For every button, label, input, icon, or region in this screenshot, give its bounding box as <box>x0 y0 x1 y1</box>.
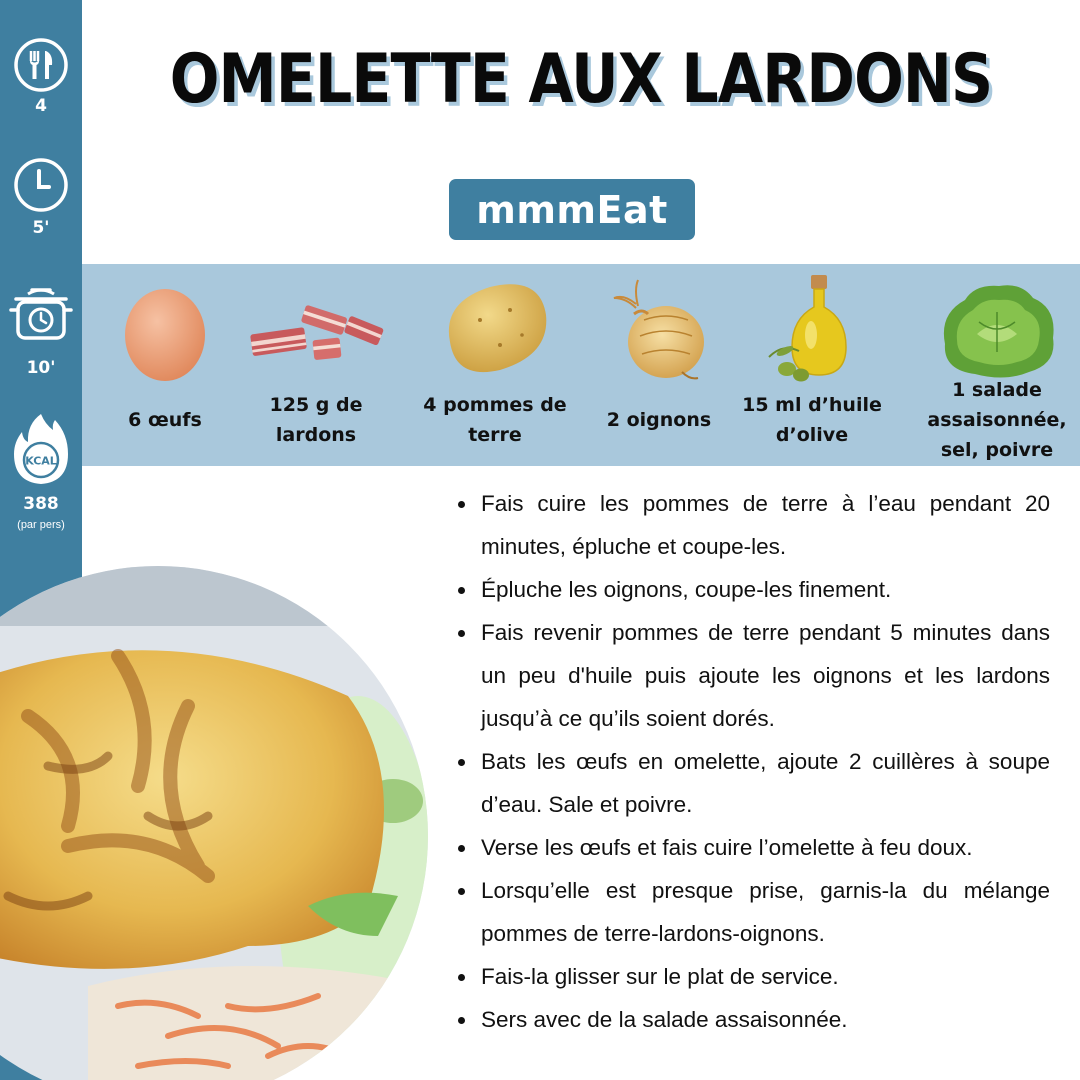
servings-value: 4 <box>35 96 47 116</box>
calories-note: (par pers) <box>17 519 65 531</box>
cooking-pot-icon <box>0 282 82 344</box>
calories-value: 388 <box>23 494 59 514</box>
cook-time-value: 10' <box>26 358 56 378</box>
instruction-step: Fais-la glisser sur le plat de service. <box>455 955 1050 998</box>
ingredient-label: 2 oignons <box>606 409 712 431</box>
instruction-step: Lorsqu’elle est presque prise, garnis-la du mélange pommes de terre-lardons-oignons. <box>455 869 1050 955</box>
page-title: OMELETTE AUX LARDONS <box>169 40 993 119</box>
prep-time-value: 5' <box>32 218 50 238</box>
lardons-icon <box>248 272 384 387</box>
instruction-step: Sers avec de la salade assaisonnée. <box>455 998 1050 1041</box>
kcal-flame-icon <box>0 412 82 486</box>
instruction-step: Épluche les oignons, coupe-les finement. <box>455 568 1050 611</box>
ingredient-label: 6 œufs <box>128 409 202 431</box>
instruction-step: Bats les œufs en omelette, ajoute 2 cuillères à soupe d’eau. Sale et poivre. <box>455 740 1050 826</box>
olive-oil-icon <box>738 272 886 387</box>
fork-knife-icon <box>0 37 82 93</box>
ingredient-eggs <box>82 264 248 466</box>
ingredient-label: 15 ml d’huile d’olive <box>742 394 882 446</box>
ingredient-label: 125 g de lardons <box>269 394 363 446</box>
egg-icon <box>82 272 248 387</box>
omelette-photo <box>0 566 428 1080</box>
lettuce-icon <box>912 272 1080 387</box>
ingredients-band <box>82 264 1080 466</box>
ingredient-label: 1 salade assaisonnée, sel, poivre <box>927 379 1067 461</box>
potato-icon <box>410 272 580 387</box>
kcal-badge-text: KCAL <box>25 454 57 468</box>
ingredient-label: 4 pommes de terre <box>423 394 567 446</box>
brand-logo: mmmEat <box>449 179 695 240</box>
onion-icon <box>590 272 728 387</box>
instructions-list <box>455 482 1050 1041</box>
instruction-step: Fais cuire les pommes de terre à l’eau pendant 20 minutes, épluche et coupe-les. <box>455 482 1050 568</box>
ingredient-onions <box>590 264 728 466</box>
clock-icon <box>0 157 82 213</box>
ingredient-olive-oil <box>738 264 886 466</box>
instruction-step: Verse les œufs et fais cuire l’omelette à feu doux. <box>455 826 1050 869</box>
ingredient-lardons <box>248 264 384 466</box>
ingredient-salad <box>912 264 1080 466</box>
ingredient-potatoes <box>410 264 580 466</box>
instruction-step: Fais revenir pommes de terre pendant 5 minutes dans un peu d'huile puis ajoute les oignons et les lardons jusqu’à ce qu’ils soient dorés. <box>455 611 1050 740</box>
